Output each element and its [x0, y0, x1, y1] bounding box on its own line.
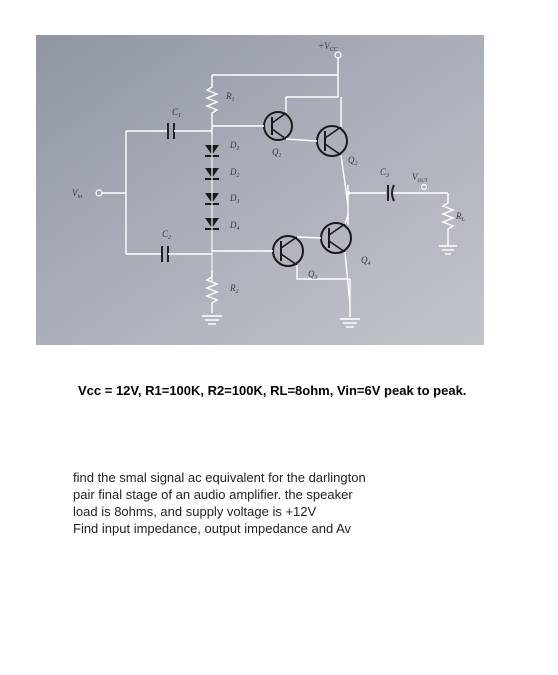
- question-line-4: Find input impedance, output impedance and Av: [73, 521, 352, 536]
- q2-label: $Q_2$: [348, 155, 358, 167]
- d4-label: $D_4$: [230, 220, 240, 232]
- q1-label: $Q_1$: [272, 147, 282, 159]
- question-line-2: pair final stage of an audio amplifier. the speaker: [73, 487, 353, 502]
- photo-background: [36, 35, 484, 345]
- rl-label: $R_L$: [456, 211, 465, 223]
- c1-label: $C_1$: [172, 107, 182, 119]
- vin-label: $V_{in}$: [72, 188, 83, 200]
- q4-label: $Q_4$: [361, 255, 371, 267]
- d1-label: $D_1$: [230, 140, 240, 152]
- d3-label: $D_3$: [230, 193, 240, 205]
- question-line-3: load is 8ohms, and supply voltage is +12V: [73, 504, 317, 519]
- question-line-1: find the smal signal ac equivalent for the darlington: [73, 470, 366, 485]
- circuit-photo: [36, 35, 484, 345]
- r2-label: $R_2$: [230, 283, 239, 295]
- vout-label: $V_{OUT}$: [412, 172, 428, 184]
- circuit-parameters: Vcc = 12V, R1=100K, R2=100K, RL=8ohm, Vin=6V peak to peak.: [78, 383, 467, 398]
- c3-label: $C_3$: [380, 167, 390, 179]
- question-text: [73, 469, 433, 537]
- vcc-label: $+V_{CC}$: [318, 41, 338, 53]
- q3-label: $Q_3$: [308, 269, 318, 281]
- c2-label: $C_2$: [162, 229, 172, 241]
- r1-label: $R_1$: [226, 91, 235, 103]
- d2-label: $D_2$: [230, 167, 240, 179]
